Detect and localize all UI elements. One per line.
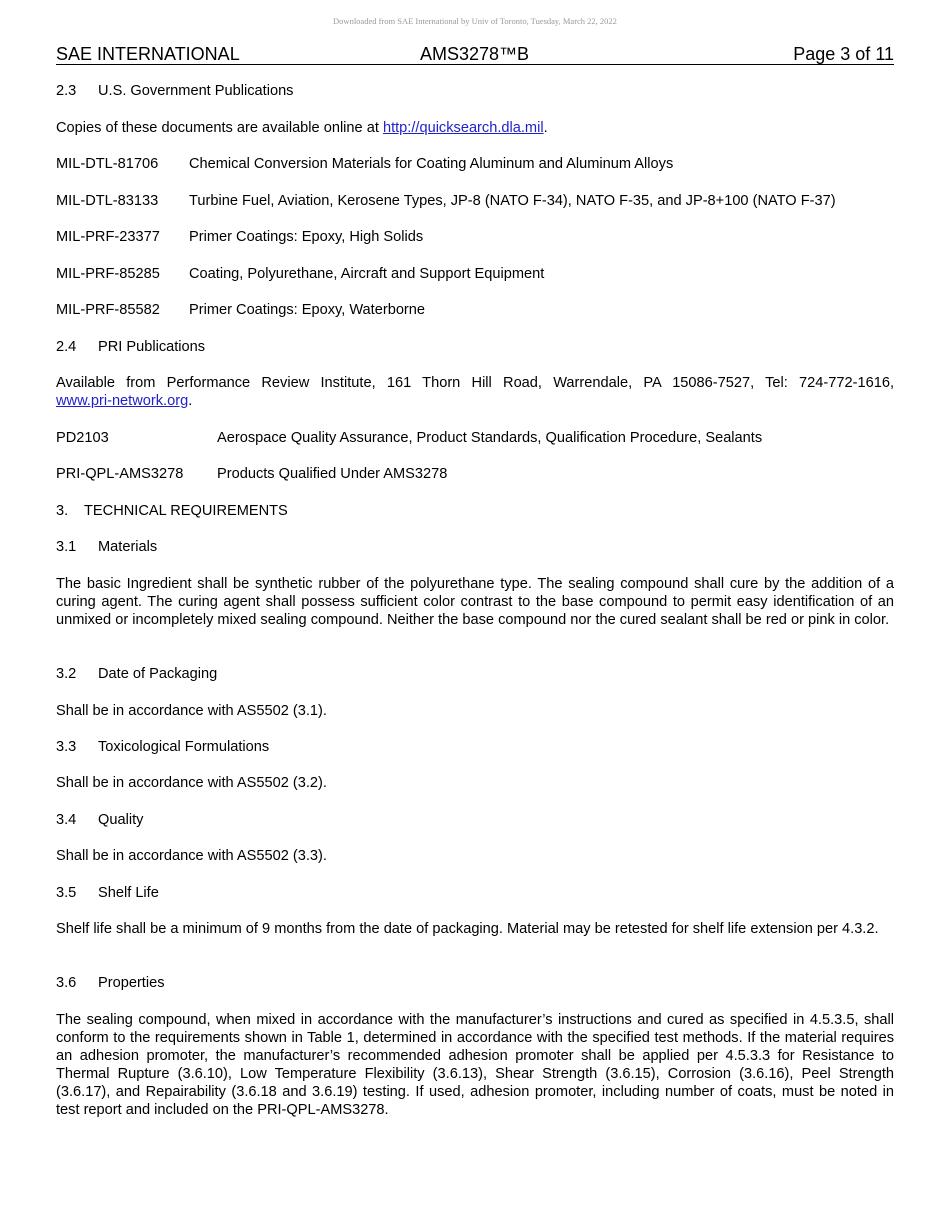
section-3-1-heading xyxy=(56,538,894,556)
section-title: TECHNICAL REQUIREMENTS xyxy=(84,503,288,519)
section-3-4-heading xyxy=(56,811,894,829)
reference-code: MIL-PRF-85285 xyxy=(56,266,160,282)
section-title: Shelf Life xyxy=(98,885,159,901)
section-2-3-intro xyxy=(56,119,894,137)
section-3-5-heading xyxy=(56,884,894,902)
section-3-1-body: The basic Ingredient shall be synthetic rubber of the polyurethane type. The sealing compound shall cure by the addition of a curing agent. The curing agent shall possess sufficient color contrast to the base compound to permit easy identification of an unmixed or incompletely mixed sealing compound. Neither the base compound nor the cured sealant shall be red or pink in color. xyxy=(56,576,894,628)
section-number: 3.6 xyxy=(56,975,77,991)
reference-title: Coating, Polyurethane, Aircraft and Support Equipment xyxy=(189,266,545,282)
section-3-2-body: Shall be in accordance with AS5502 (3.1). xyxy=(56,703,327,719)
section-number: 3.5 xyxy=(56,885,77,901)
page-header xyxy=(56,44,894,65)
section-3-3-body: Shall be in accordance with AS5502 (3.2). xyxy=(56,775,327,791)
header-doc-id: AMS3278™B xyxy=(420,44,530,64)
section-number: 2.4 xyxy=(56,339,77,355)
reference-code: PD2103 xyxy=(56,430,109,446)
section-3-5-body: Shelf life shall be a minimum of 9 months from the date of packaging. Material may be retested for shelf life extension per 4.3.2. xyxy=(56,921,879,937)
section-number: 3. xyxy=(56,503,69,519)
reference-code: MIL-DTL-83133 xyxy=(56,193,159,209)
reference-title: Turbine Fuel, Aviation, Kerosene Types, JP-8 (NATO F-34), NATO F-35, and JP-8+100 (NATO F-37) xyxy=(189,193,836,209)
reference-title: Chemical Conversion Materials for Coating Aluminum and Aluminum Alloys xyxy=(189,156,674,172)
section-3-6-heading xyxy=(56,974,894,992)
section-3-heading xyxy=(56,502,894,520)
section-title: U.S. Government Publications xyxy=(98,83,294,99)
section-title: Date of Packaging xyxy=(98,666,218,682)
reference-item xyxy=(56,465,894,483)
reference-code: PRI-QPL-AMS3278 xyxy=(56,466,184,482)
intro-text: Copies of these documents are available online at xyxy=(56,120,383,136)
section-title: Properties xyxy=(98,975,165,991)
section-title: PRI Publications xyxy=(98,339,206,355)
section-number: 3.4 xyxy=(56,812,77,828)
intro-text: Available from Performance Review Institute, 161 Thorn Hill Road, Warrendale, PA 15086-7527, Tel: 724-772-1616, xyxy=(56,375,894,391)
pri-link[interactable]: www.pri-network.org xyxy=(56,393,189,409)
reference-item xyxy=(56,265,894,283)
reference-code: MIL-PRF-85582 xyxy=(56,302,160,318)
intro-end: . xyxy=(188,393,193,409)
reference-item xyxy=(56,228,894,246)
section-3-4-body: Shall be in accordance with AS5502 (3.3). xyxy=(56,848,327,864)
reference-title: Primer Coatings: Epoxy, Waterborne xyxy=(189,302,426,318)
section-2-4-heading xyxy=(56,338,894,356)
reference-title: Primer Coatings: Epoxy, High Solids xyxy=(189,229,424,245)
dla-link[interactable]: http://quicksearch.dla.mil xyxy=(382,120,544,136)
reference-title: Aerospace Quality Assurance, Product Standards, Qualification Procedure, Sealants xyxy=(217,430,763,446)
header-page-number: Page 3 of 11 xyxy=(793,44,894,64)
section-number: 3.3 xyxy=(56,739,77,755)
section-2-4-intro xyxy=(56,374,894,410)
section-number: 3.1 xyxy=(56,539,77,555)
reference-title: Products Qualified Under AMS3278 xyxy=(217,466,448,482)
section-number: 3.2 xyxy=(56,666,77,682)
reference-code: MIL-DTL-81706 xyxy=(56,156,159,172)
intro-end: . xyxy=(543,120,548,136)
section-3-3-heading xyxy=(56,738,894,756)
section-title: Materials xyxy=(98,539,158,555)
reference-item xyxy=(56,429,894,447)
reference-item xyxy=(56,192,894,210)
section-3-6-body: The sealing compound, when mixed in accordance with the manufacturer’s instructions and cured as specified in 4.5.3.5, shall conform to the requirements shown in Table 1, determined in accordance with the specified test methods. If the material requires an adhesion promoter, the manufacturer’s recommended adhesion promoter shall be applied per 4.5.3.3 for Resistance to Thermal Rupture (3.6.10), Low Temperature Flexibility (3.6.13), Shear Strength (3.6.15), Corrosion (3.6.16), Peel Strength (3.6.17), and Repairability (3.6.18 and 3.6.19) testing. If used, adhesion promoter, including number of coats, must be noted in test report and included on the PRI-QPL-AMS3278. xyxy=(56,1012,894,1118)
reference-item xyxy=(56,301,894,319)
section-3-2-heading xyxy=(56,665,894,683)
download-watermark: Downloaded from SAE International by Univ of Toronto, Tuesday, March 22, 2022 xyxy=(333,16,617,26)
header-org: SAE INTERNATIONAL xyxy=(56,44,240,64)
reference-code: MIL-PRF-23377 xyxy=(56,229,160,245)
reference-item xyxy=(56,155,894,173)
section-2-3-heading xyxy=(56,82,894,100)
section-title: Toxicological Formulations xyxy=(98,739,270,755)
section-title: Quality xyxy=(98,812,144,828)
section-number: 2.3 xyxy=(56,83,77,99)
